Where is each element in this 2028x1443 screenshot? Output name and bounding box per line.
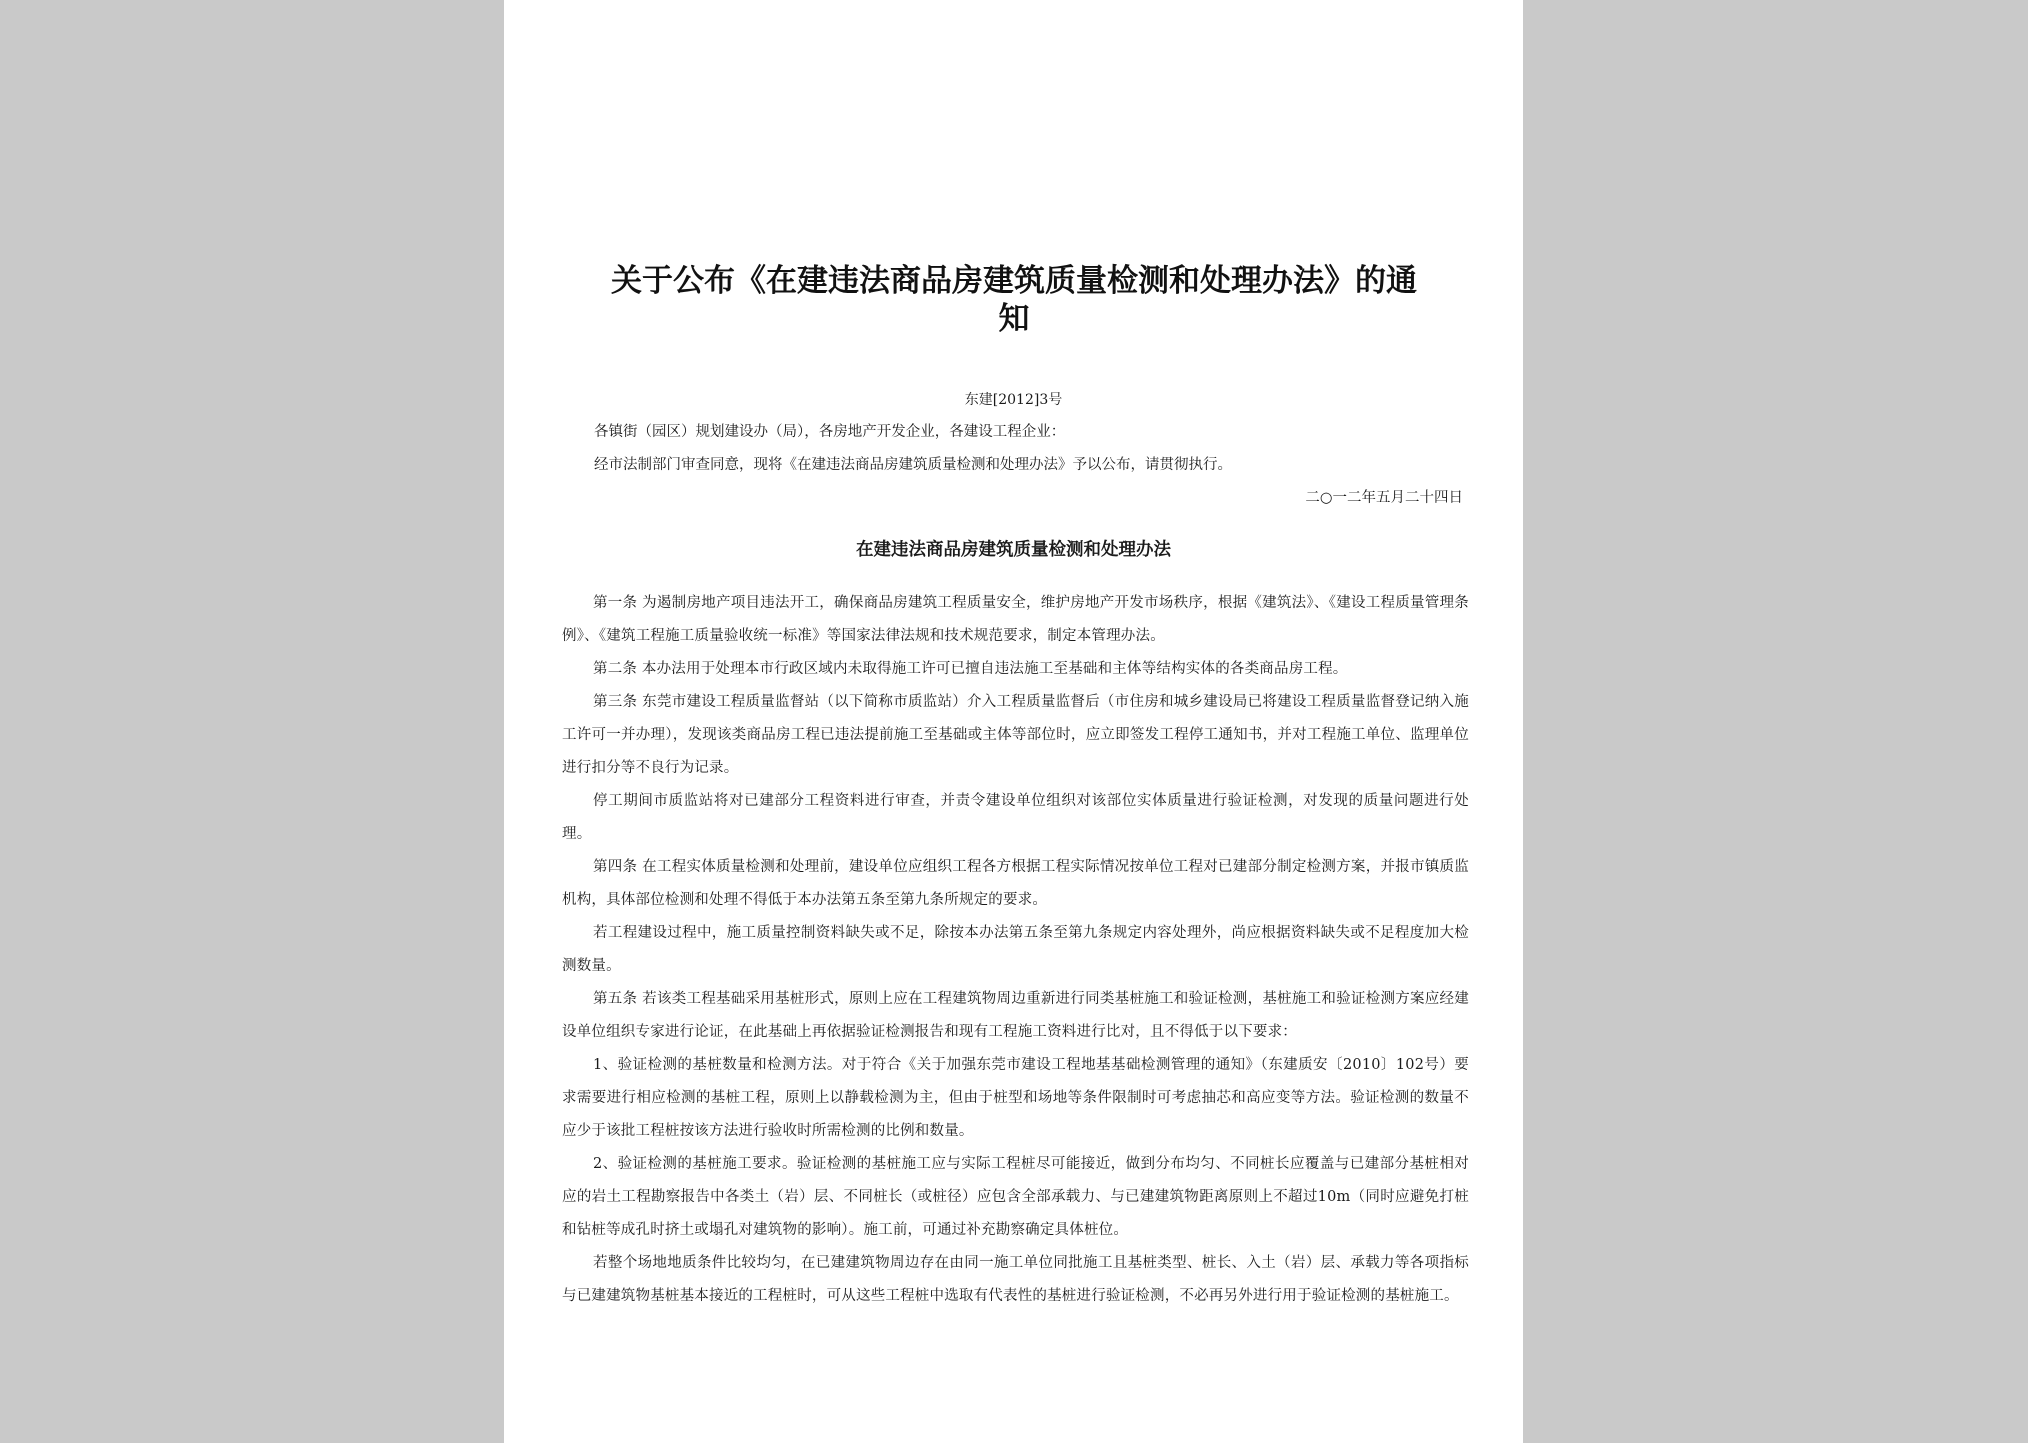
document-date: 二○一二年五月二十四日 bbox=[1305, 490, 1463, 506]
document-page bbox=[504, 0, 1523, 1443]
rule-paragraph: 第五条 若该类工程基础采用基桩形式，原则上应在工程建筑物周边重新进行同类基桩施工和验证检测，基桩施工和验证检测方案应经建设单位组织专家进行论证，在此基础上再依据验证检测报告和现有工程施工资料进行比对，且不得低于以下要求： bbox=[562, 991, 1469, 1040]
rule-paragraph: 若工程建设过程中，施工质量控制资料缺失或不足，除按本办法第五条至第九条规定内容处理外，尚应根据资料缺失或不足程度加大检测数量。 bbox=[562, 925, 1469, 974]
rule-paragraph: 第四条 在工程实体质量检测和处理前，建设单位应组织工程各方根据工程实际情况按单位工程对已建部分制定检测方案，并报市镇质监机构，具体部位检测和处理不得低于本办法第五条至第九条所规定的要求。 bbox=[562, 859, 1469, 908]
document-addressee: 各镇街（园区）规划建设办（局），各房地产开发企业，各建设工程企业： bbox=[594, 424, 1066, 440]
rule-paragraph: 第二条 本办法用于处理本市行政区域内未取得施工许可已擅自违法施工至基础和主体等结构实体的各类商品房工程。 bbox=[593, 661, 1348, 677]
rule-paragraph: 第三条 东莞市建设工程质量监督站（以下简称市质监站）介入工程质量监督后（市住房和城乡建设局已将建设工程质量监督登记纳入施工许可一并办理），发现该类商品房工程已违法提前施工至基础或主体等部位时，应立即签发工程停工通知书，并对工程施工单位、监理单位进行扣分等不良行为记录。 bbox=[562, 694, 1469, 776]
rules-title: 在建违法商品房建筑质量检测和处理办法 bbox=[856, 540, 1171, 560]
rule-paragraph: 停工期间市质监站将对已建部分工程资料进行审查，并责令建设单位组织对该部位实体质量进行验证检测，对发现的质量问题进行处理。 bbox=[562, 793, 1469, 842]
rules-body bbox=[562, 587, 1469, 1313]
rule-paragraph: 2、验证检测的基桩施工要求。验证检测的基桩施工应与实际工程桩尽可能接近，做到分布均匀、不同桩长应覆盖与已建部分基桩相对应的岩土工程勘察报告中各类土（岩）层、不同桩长（或桩径）应包含全部承载力、与已建建筑物距离原则上不超过10m（同时应避免打桩和钻桩等成孔时挤土或塌孔对建筑物的影响）。施工前，可通过补充勘察确定具体桩位。 bbox=[562, 1156, 1469, 1238]
document-title: 关于公布《在建违法商品房建筑质量检测和处理办法》的通知 bbox=[611, 263, 1417, 337]
rule-paragraph: 第一条 为遏制房地产项目违法开工，确保商品房建筑工程质量安全，维护房地产开发市场秩序，根据《建筑法》、《建设工程质量管理条例》、《建筑工程施工质量验收统一标准》等国家法律法规和技术规范要求，制定本管理办法。 bbox=[562, 595, 1469, 644]
rule-paragraph: 1、验证检测的基桩数量和检测方法。对于符合《关于加强东莞市建设工程地基基础检测管理的通知》（东建质安〔2010〕102号）要求需要进行相应检测的基桩工程，原则上以静载检测为主，但由于桩型和场地等条件限制时可考虑抽芯和高应变等方法。验证检测的数量不应少于该批工程桩按该方法进行验收时所需检测的比例和数量。 bbox=[562, 1057, 1469, 1139]
document-number: 东建[2012]3号 bbox=[964, 392, 1063, 408]
document-intro: 经市法制部门审查同意，现将《在建违法商品房建筑质量检测和处理办法》予以公布，请贯彻执行。 bbox=[594, 457, 1232, 473]
rule-paragraph: 若整个场地地质条件比较均匀，在已建建筑物周边存在由同一施工单位同批施工且基桩类型、桩长、入土（岩）层、承载力等各项指标与已建建筑物基桩基本接近的工程桩时，可从这些工程桩中选取有代表性的基桩进行验证检测，不必再另外进行用于验证检测的基桩施工。 bbox=[562, 1255, 1469, 1304]
